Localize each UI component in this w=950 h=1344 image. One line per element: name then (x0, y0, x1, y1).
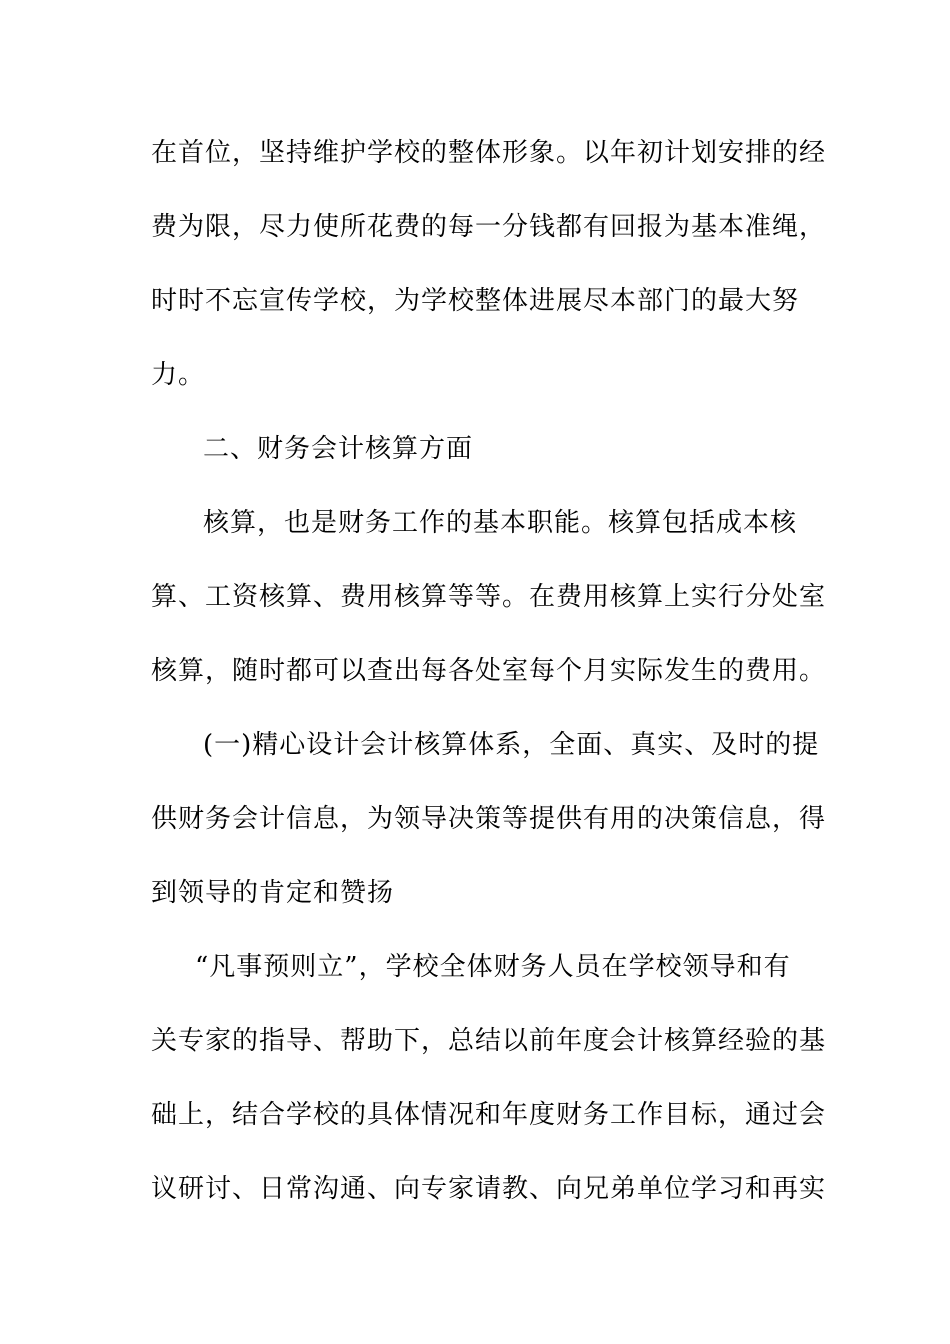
text-line: 算、工资核算、费用核算等等。在费用核算上实行分处室 (151, 582, 827, 612)
text-line: 力。 (151, 360, 206, 390)
section-heading: 二、财务会计核算方面 (203, 434, 474, 464)
text-line: 到领导的肯定和赞扬 (151, 878, 395, 908)
text-line: 供财务会计信息，为领导决策等提供有用的决策信息，得 (151, 804, 827, 834)
text-line: “凡事预则立”，学校全体财务人员在学校领导和有 (195, 952, 791, 982)
text-line: 费为限，尽力使所花费的每一分钱都有回报为基本准绳， (151, 212, 827, 242)
text-line: 时时不忘宣传学校，为学校整体进展尽本部门的最大努 (151, 286, 800, 316)
text-line: 议研讨、日常沟通、向专家请教、向兄弟单位学习和再实 (151, 1174, 827, 1204)
text-line: 核算，随时都可以查出每各处室每个月实际发生的费用。 (151, 656, 827, 686)
subsection-heading: (一)精心设计会计核算体系，全面、真实、及时的提 (203, 730, 820, 760)
text-line: 在首位，坚持维护学校的整体形象。以年初计划安排的经 (151, 138, 827, 168)
text-line: 础上，结合学校的具体情况和年度财务工作目标，通过会 (151, 1100, 827, 1130)
text-line: 关专家的指导、帮助下，总结以前年度会计核算经验的基 (151, 1026, 827, 1056)
text-line: 核算，也是财务工作的基本职能。核算包括成本核 (203, 508, 798, 538)
